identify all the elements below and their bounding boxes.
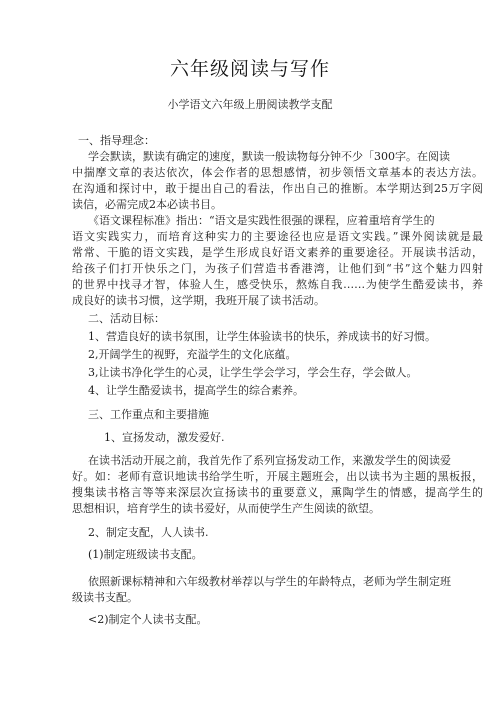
section-heading-key-measures: 三、工作重点和主要措施: [88, 408, 209, 421]
paragraph-line: 读信，必需完成2本必读书目。: [72, 198, 222, 211]
subheading-class-plan: (1)制定班级读书支配。: [88, 548, 203, 561]
list-item: 4、让学生酷爱读书，提高学生的综合素养。: [88, 384, 304, 397]
paragraph-line: 学会默读，默读有确定的速度，默读一般读物每分钟不少「300字。在阅读: [88, 150, 450, 163]
paragraph-line: 思想相识，培育学生的读书爱好，从而使学生产生阅读的欲望。: [72, 502, 380, 515]
document-subtitle: 小学语文六年级上册阅读教学支配: [167, 98, 333, 111]
subheading-plan: 2、制定支配，人人读书.: [88, 526, 209, 539]
document-title: 六年级阅读与写作: [169, 58, 330, 80]
paragraph-line: 好。如：老师有意识地读书给学生听，开展主题班会，出以读书为主题的黑板报，: [72, 470, 483, 483]
paragraph-line: 级读书支配。: [72, 591, 138, 604]
list-item: 3,让读书净化学生的心灵，让学生学会学习，学会生存，学会做人。: [88, 366, 418, 379]
paragraph-line: 语文实践实力，而培育这种实力的主要途径也应是语文实践。”课外阅读就是最: [72, 230, 483, 243]
paragraph-line: 在沟通和探讨中，敢于提出自己的看法，作出自己的推断。本学期达到25万字阅: [72, 182, 483, 195]
paragraph-line: 依照新课标精神和六年级教材举荐以与学生的年龄特点，老师为学生制定班: [88, 575, 451, 588]
paragraph-line: 在读书活动开展之前，我首先作了系列宣扬发动工作，来激发学生的阅读爱: [88, 454, 451, 467]
paragraph-line: 搜集读书格言等等来深层次宣扬读书的重要意义，熏陶学生的情感，提高学生的: [72, 486, 483, 499]
paragraph-line: 中揣摩文章的表达依次，体会作者的思想感情，初步领悟文章基本的表达方法。: [72, 166, 483, 179]
list-item: 1、营造良好的读书氛围，让学生体验读书的快乐，养成读书的好习惯。: [88, 330, 436, 343]
list-item: 2,开阔学生的视野，充溢学生的文化底蕴。: [88, 348, 297, 361]
paragraph-line: 成良好的读书习惯，这学期，我班开展了读书活动。: [72, 294, 325, 307]
paragraph-line: 的世界中找寻才智，体验人生，感受快乐，熬炼自我……为使学生酷爱读书，养: [72, 278, 483, 291]
subheading-personal-plan: <2)制定个人读书支配。: [88, 613, 208, 626]
subheading-publicity: 1、宣扬发动，激发爱好.: [104, 431, 225, 444]
section-heading-guiding-idea: 一、指导理念：: [78, 134, 155, 147]
paragraph-line: 常常、干脆的语文实践，是学生形成良好语文素养的重要途径。开展读书活动，: [72, 246, 483, 259]
section-heading-activity-goals: 二、活动目标：: [88, 312, 165, 325]
paragraph-line: 《语文课程标准》指出：“语文是实践性很强的课程，应着重培育学生的: [88, 214, 435, 227]
paragraph-line: 给孩子们打开快乐之门，为孩子们营造书香港湾，让他们到“书”这个魅力四射: [72, 262, 483, 275]
